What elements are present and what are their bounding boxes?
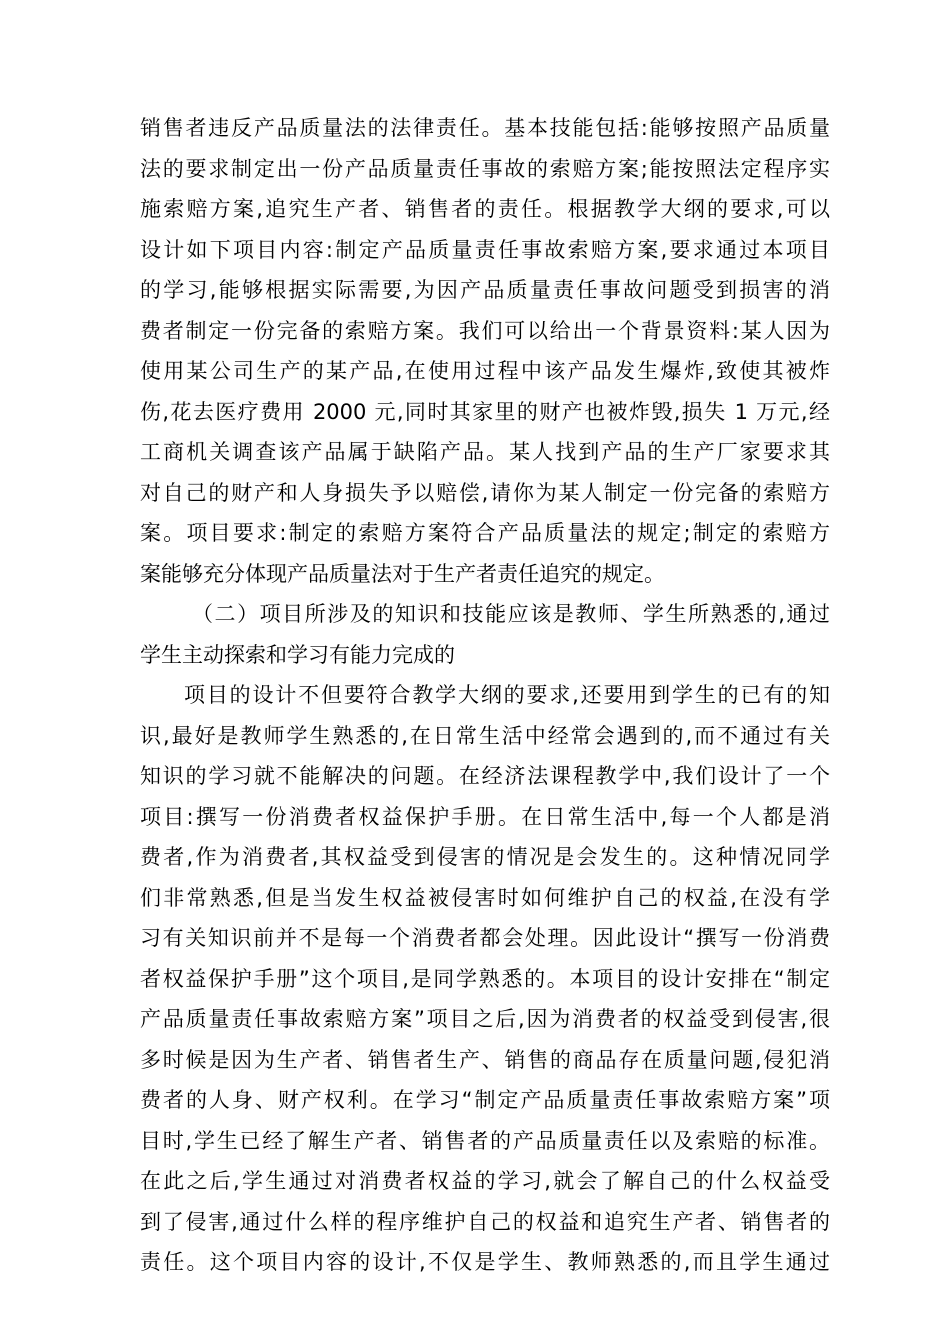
paragraph-familiar-knowledge — [140, 675, 830, 1283]
text-line: 项目的设计不但要符合教学大纲的要求,还要用到学生的已有的知 — [184, 683, 830, 707]
text-line: 的学习,能够根据实际需要,为因产品质量责任事故问题受到损害的消 — [140, 278, 830, 302]
text-line: 在此之后,学生通过对消费者权益的学习,就会了解自己的什么权益受 — [140, 1169, 830, 1193]
paragraph-project-content — [140, 108, 830, 594]
text-line: 知识的学习就不能解决的问题。在经济法课程教学中,我们设计了一个 — [140, 764, 830, 788]
text-line: 伤,花去医疗费用 2000 元,同时其家里的财产也被炸毁,损失 1 万元,经 — [140, 399, 830, 424]
text-line: 到了侵害,通过什么样的程序维护自己的权益和追究生产者、销售者的 — [140, 1209, 830, 1234]
text-line: 工商机关调查该产品属于缺陷产品。某人找到产品的生产厂家要求其 — [140, 440, 830, 464]
text-line: 责任。这个项目内容的设计,不仅是学生、教师熟悉的,而且学生通过 — [140, 1250, 830, 1274]
text-line: 使用某公司生产的某产品,在使用过程中该产品发生爆炸,致使其被炸 — [140, 359, 830, 383]
text-line: 案。项目要求:制定的索赔方案符合产品质量法的规定;制定的索赔方 — [140, 521, 830, 545]
text-line: 销售者违反产品质量法的法律责任。基本技能包括:能够按照产品质量 — [140, 116, 830, 140]
text-line: 们非常熟悉,但是当发生权益被侵害时如何维护自己的权益,在没有学 — [140, 885, 830, 910]
document-body — [140, 108, 830, 1283]
text-line: 费者的人身、财产权利。在学习“制定产品质量责任事故索赔方案”项 — [140, 1088, 830, 1112]
text-line: 对自己的财产和人身损失予以赔偿,请你为某人制定一份完备的索赔方 — [140, 480, 830, 505]
text-line: 多时候是因为生产者、销售者生产、销售的商品存在质量问题,侵犯消 — [140, 1047, 830, 1072]
text-line: 识,最好是教师学生熟悉的,在日常生活中经常会遇到的,而不通过有关 — [140, 723, 830, 748]
heading-line: （二）项目所涉及的知识和技能应该是教师、学生所熟悉的,通过 — [192, 602, 830, 626]
text-line: 费者制定一份完备的索赔方案。我们可以给出一个背景资料:某人因为 — [140, 318, 830, 343]
text-line: 设计如下项目内容:制定产品质量责任事故索赔方案,要求通过本项目 — [140, 237, 830, 262]
text-line: 费者,作为消费者,其权益受到侵害的情况是会发生的。这种情况同学 — [140, 845, 830, 869]
text-line: 者权益保护手册”这个项目,是同学熟悉的。本项目的设计安排在“制定 — [140, 966, 830, 991]
section-heading — [140, 594, 830, 675]
text-line: 施索赔方案,追究生产者、销售者的责任。根据教学大纲的要求,可以 — [140, 197, 830, 221]
text-line: 项目:撰写一份消费者权益保护手册。在日常生活中,每一个人都是消 — [140, 804, 830, 829]
heading-line: 学生主动探索和学习有能力完成的 — [140, 642, 455, 667]
text-line: 产品质量责任事故索赔方案”项目之后,因为消费者的权益受到侵害,很 — [140, 1007, 830, 1031]
text-line: 案能够充分体现产品质量法对于生产者责任追究的规定。 — [140, 561, 665, 586]
text-line: 习有关知识前并不是每一个消费者都会处理。因此设计“撰写一份消费 — [140, 926, 830, 950]
text-line: 目时,学生已经了解生产者、销售者的产品质量责任以及索赔的标准。 — [140, 1128, 830, 1153]
text-line: 法的要求制定出一份产品质量责任事故的索赔方案;能按照法定程序实 — [140, 156, 830, 181]
